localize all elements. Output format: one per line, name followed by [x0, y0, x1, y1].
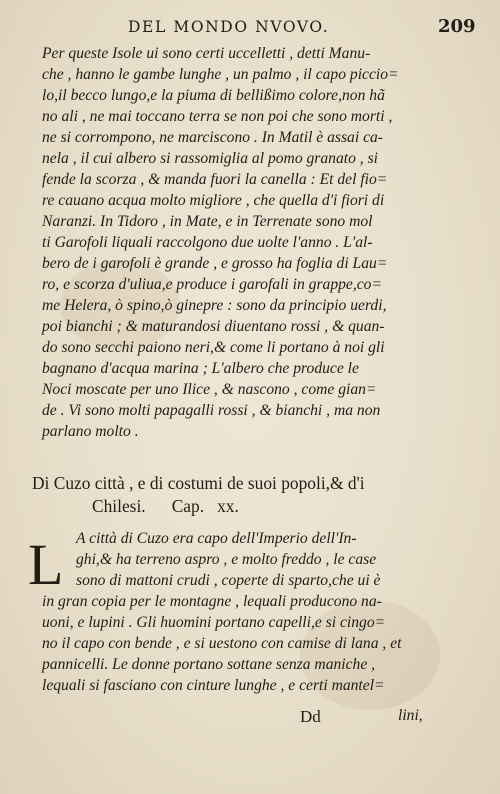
text-line: parlano molto . — [42, 423, 139, 440]
catchword-line — [300, 707, 423, 727]
catchword: lini, — [398, 707, 423, 724]
text-line: ro, e scorza d'uliua,e produce i garofali in grappe,co= — [42, 276, 382, 293]
running-head — [0, 14, 500, 42]
signature-mark: Dd — [300, 707, 321, 726]
text-line: bero de i garofoli è grande , e grosso ha foglia di Lau= — [42, 255, 388, 272]
text-line: bagnano d'acqua marina ; L'albero che produce le — [42, 360, 359, 377]
text-line: ti Garofoli liquali raccolgono due uolte l'anno . L'al- — [42, 234, 373, 251]
page-number: 209 — [438, 16, 476, 37]
text-line: fende la scorza , & manda fuori la canella : Et del fio= — [42, 171, 388, 188]
text-line: de . Vi sono molti papagalli rossi , & bianchi , ma non — [42, 402, 381, 419]
continued-text-block — [42, 44, 414, 444]
text-line: lo,il becco lungo,e la piuma di bellißimo colore,non hã — [42, 87, 385, 104]
text-line: in gran copia per le montagne , lequali producono na- — [42, 593, 382, 610]
text-line: ghi,& ha terreno aspro , e molto freddo , le case — [76, 551, 377, 568]
text-line: Per queste Isole ui sono certi uccelletti , detti Manu- — [42, 45, 371, 62]
text-line: sono di mattoni crudi , coperte di sparto,che ui è — [76, 572, 381, 589]
text-line: no ali , ne mai toccano terra se non poi che sono morti , — [42, 108, 393, 125]
drop-cap: L — [28, 532, 64, 597]
text-line: A città di Cuzo era capo dell'Imperio dell'In- — [76, 530, 357, 547]
text-line: che , hanno le gambe lunghe , un palmo , il capo piccio= — [42, 66, 399, 83]
text-line: re cauano acqua molto migliore , che quella d'i fiori di — [42, 192, 385, 209]
text-line: do sono secchi paiono neri,& come li portano à noi gli — [42, 339, 385, 356]
text-line: poi bianchi ; & maturandosi diuentano rossi , & quan- — [42, 318, 385, 335]
text-line: no il capo con bende , e si uestono con camise di lana , et — [42, 635, 402, 652]
text-line: ne si corrompono, ne marciscono . In Matil è assai ca- — [42, 129, 383, 146]
text-line: pannicelli. Le donne portano sottane senza maniche , — [42, 656, 376, 673]
text-line: nela , il cui albero si rassomiglia al pomo granato , si — [42, 150, 378, 167]
chapter-heading-line: Chilesi. Cap. xx. — [92, 496, 239, 516]
text-line: Naranzi. In Tidoro , in Mate, e in Terrenate sono mol — [42, 213, 373, 230]
text-line: lequali si fasciano con cinture lunghe , e certi mantel= — [42, 677, 385, 694]
chapter-heading-line: Di Cuzo città , e di costumi de suoi popoli,& d'i — [32, 473, 365, 493]
running-head-title: DEL MONDO NVOVO. — [128, 18, 330, 36]
text-line: uoni, e lupini . Gli huomini portano capelli,e si cingo= — [42, 614, 386, 631]
text-line: me Helera, ò spino,ò ginepre : sono da principio uerdi, — [42, 297, 387, 314]
text-line: Noci moscate per uno Ilice , & nascono , come gian= — [42, 381, 377, 398]
